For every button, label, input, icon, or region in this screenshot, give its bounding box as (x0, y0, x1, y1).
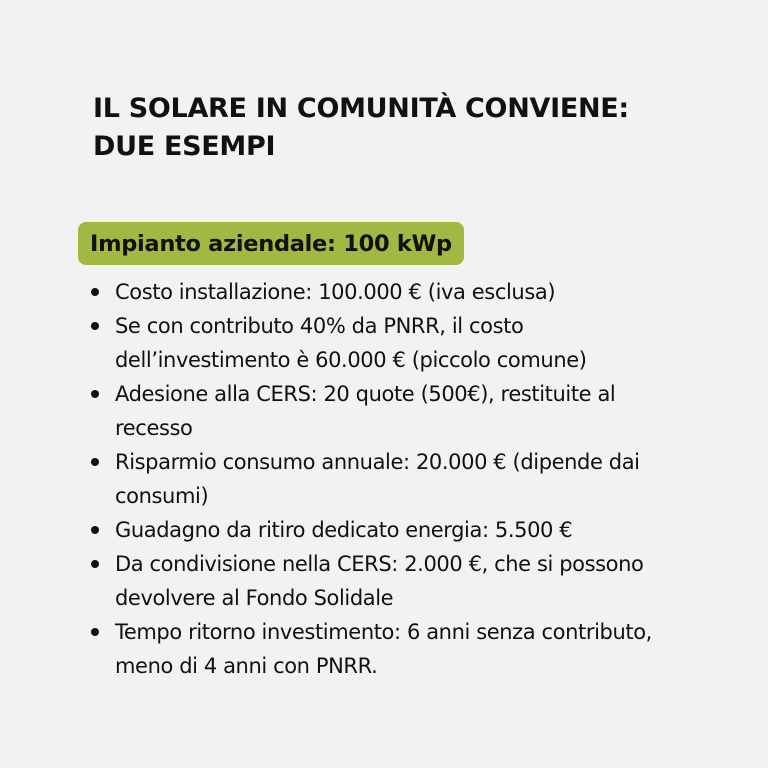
bullet-dot-icon (91, 288, 99, 296)
bullet-dot-icon (91, 390, 99, 398)
list-item-text: Adesione alla CERS: 20 quote (500€), restituite al recesso (115, 382, 616, 440)
list-item-text: Risparmio consumo annuale: 20.000 € (dipende dai consumi) (115, 450, 640, 508)
bullet-dot-icon (91, 458, 99, 466)
list-item (88, 547, 698, 615)
list-item-text: Guadagno da ritiro dedicato energia: 5.500 € (115, 518, 573, 542)
bullet-dot-icon (91, 560, 99, 568)
list-item-text: Da condivisione nella CERS: 2.000 €, che si possono devolvere al Fondo Solidale (115, 552, 644, 610)
list-item-text: Se con contributo 40% da PNRR, il costo dell’investimento è 60.000 € (piccolo comune) (115, 314, 587, 372)
list-item (88, 615, 698, 683)
list-item (88, 309, 698, 377)
list-item (88, 445, 698, 513)
list-item (88, 377, 698, 445)
page-title (93, 90, 733, 166)
section-heading-badge: Impianto aziendale: 100 kWp (78, 222, 464, 265)
cost-benefit-list (88, 275, 698, 683)
list-item-text: Tempo ritorno investimento: 6 anni senza contributo, meno di 4 anni con PNRR. (115, 620, 652, 678)
list-item-text: Costo installazione: 100.000 € (iva esclusa) (115, 280, 556, 304)
page-title-line-1: IL SOLARE IN COMUNITÀ CONVIENE: (93, 93, 629, 124)
bullet-dot-icon (91, 628, 99, 636)
bullet-dot-icon (91, 322, 99, 330)
list-item (88, 275, 698, 309)
list-item (88, 513, 698, 547)
bullet-dot-icon (91, 526, 99, 534)
page-title-line-2: DUE ESEMPI (93, 131, 276, 162)
